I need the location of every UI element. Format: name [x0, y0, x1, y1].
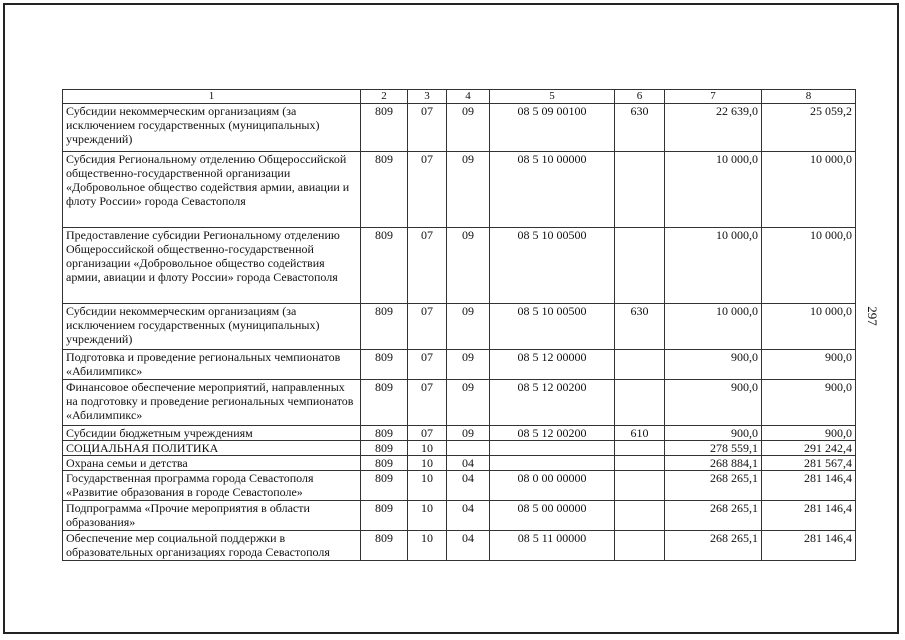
- row-section: 07: [408, 426, 447, 441]
- row-section: 10: [408, 441, 447, 456]
- row-name: Субсидия Региональному отделению Общероссийской общественно-государственной организации «Добровольное общество содействия армии, авиации и флоту России» города Севастополя: [63, 152, 361, 228]
- table-row: [63, 228, 856, 304]
- row-subsection: 09: [447, 228, 490, 304]
- row-ministry-code: 809: [361, 380, 408, 426]
- row-name: Охрана семьи и детства: [63, 456, 361, 471]
- row-subsection: 09: [447, 304, 490, 350]
- row-amount-year1: 900,0: [665, 350, 762, 380]
- row-ministry-code: 809: [361, 104, 408, 152]
- row-amount-year1: 268 884,1: [665, 456, 762, 471]
- row-subsection: 09: [447, 380, 490, 426]
- table-row: [63, 380, 856, 426]
- row-ministry-code: 809: [361, 228, 408, 304]
- row-amount-year1: 278 559,1: [665, 441, 762, 456]
- row-ministry-code: 809: [361, 426, 408, 441]
- table-row: [63, 304, 856, 350]
- row-amount-year1: 10 000,0: [665, 228, 762, 304]
- row-target-article: 08 5 12 00200: [490, 380, 615, 426]
- table-row: [63, 471, 856, 501]
- row-expense-type: [615, 152, 665, 228]
- row-section: 07: [408, 228, 447, 304]
- table-row: [63, 531, 856, 561]
- row-name: Государственная программа города Севастополя «Развитие образования в городе Севастополе»: [63, 471, 361, 501]
- row-name: СОЦИАЛЬНАЯ ПОЛИТИКА: [63, 441, 361, 456]
- row-name: Финансовое обеспечение мероприятий, направленных на подготовку и проведение региональных чемпионатов «Абилимпикс»: [63, 380, 361, 426]
- row-name: Субсидии бюджетным учреждениям: [63, 426, 361, 441]
- row-amount-year2: 281 146,4: [762, 471, 856, 501]
- row-ministry-code: 809: [361, 471, 408, 501]
- row-expense-type: [615, 456, 665, 471]
- row-subsection: 09: [447, 350, 490, 380]
- header-cell: 4: [447, 90, 490, 104]
- row-subsection: 04: [447, 471, 490, 501]
- page-number: 297: [864, 306, 880, 326]
- row-section: 10: [408, 531, 447, 561]
- row-target-article: 08 5 10 00500: [490, 228, 615, 304]
- row-amount-year1: 268 265,1: [665, 501, 762, 531]
- row-amount-year1: 900,0: [665, 380, 762, 426]
- row-ministry-code: 809: [361, 456, 408, 471]
- row-amount-year2: 25 059,2: [762, 104, 856, 152]
- row-target-article: [490, 456, 615, 471]
- row-expense-type: 630: [615, 104, 665, 152]
- row-subsection: 04: [447, 456, 490, 471]
- row-name: Обеспечение мер социальной поддержки в образовательных организациях города Севастополя: [63, 531, 361, 561]
- row-amount-year1: 10 000,0: [665, 152, 762, 228]
- table-row: [63, 456, 856, 471]
- row-section: 10: [408, 471, 447, 501]
- row-expense-type: [615, 501, 665, 531]
- table-row: [63, 104, 856, 152]
- row-name: Подпрограмма «Прочие мероприятия в области образования»: [63, 501, 361, 531]
- row-amount-year2: 10 000,0: [762, 304, 856, 350]
- header-cell: 1: [63, 90, 361, 104]
- row-amount-year2: 900,0: [762, 380, 856, 426]
- row-section: 10: [408, 501, 447, 531]
- row-subsection: 09: [447, 104, 490, 152]
- row-ministry-code: 809: [361, 501, 408, 531]
- row-target-article: [490, 441, 615, 456]
- row-subsection: 04: [447, 531, 490, 561]
- table-row: [63, 501, 856, 531]
- row-expense-type: 610: [615, 426, 665, 441]
- row-ministry-code: 809: [361, 152, 408, 228]
- row-name: Подготовка и проведение региональных чемпионатов «Абилимпикс»: [63, 350, 361, 380]
- row-amount-year2: 281 146,4: [762, 531, 856, 561]
- header-cell: 8: [762, 90, 856, 104]
- row-expense-type: [615, 380, 665, 426]
- row-subsection: 09: [447, 426, 490, 441]
- row-expense-type: 630: [615, 304, 665, 350]
- row-amount-year1: 22 639,0: [665, 104, 762, 152]
- header-cell: 2: [361, 90, 408, 104]
- row-target-article: 08 5 11 00000: [490, 531, 615, 561]
- table-header-row: [63, 90, 856, 104]
- row-target-article: 08 5 10 00000: [490, 152, 615, 228]
- row-section: 07: [408, 380, 447, 426]
- row-amount-year2: 900,0: [762, 426, 856, 441]
- row-target-article: 08 5 00 00000: [490, 501, 615, 531]
- row-name: Предоставление субсидии Региональному отделению Общероссийской общественно-государственной организации «Добровольное общество содействия армии, авиации и флоту России» города Севастополя: [63, 228, 361, 304]
- row-section: 07: [408, 104, 447, 152]
- header-cell: 5: [490, 90, 615, 104]
- row-section: 07: [408, 304, 447, 350]
- header-cell: 6: [615, 90, 665, 104]
- row-subsection: 04: [447, 501, 490, 531]
- table-row: [63, 441, 856, 456]
- row-amount-year1: 268 265,1: [665, 531, 762, 561]
- row-expense-type: [615, 228, 665, 304]
- row-name: Субсидии некоммерческим организациям (за исключением государственных (муниципальных) учреждений): [63, 104, 361, 152]
- header-cell: 7: [665, 90, 762, 104]
- row-amount-year1: 268 265,1: [665, 471, 762, 501]
- row-expense-type: [615, 531, 665, 561]
- header-cell: 3: [408, 90, 447, 104]
- row-target-article: 08 0 00 00000: [490, 471, 615, 501]
- row-amount-year2: 281 567,4: [762, 456, 856, 471]
- row-ministry-code: 809: [361, 531, 408, 561]
- row-expense-type: [615, 350, 665, 380]
- row-name: Субсидии некоммерческим организациям (за исключением государственных (муниципальных) учреждений): [63, 304, 361, 350]
- row-section: 07: [408, 350, 447, 380]
- row-amount-year2: 281 146,4: [762, 501, 856, 531]
- budget-table: [62, 89, 856, 561]
- row-target-article: 08 5 12 00200: [490, 426, 615, 441]
- row-section: 07: [408, 152, 447, 228]
- row-target-article: 08 5 09 00100: [490, 104, 615, 152]
- row-amount-year2: 900,0: [762, 350, 856, 380]
- row-amount-year1: 900,0: [665, 426, 762, 441]
- row-ministry-code: 809: [361, 350, 408, 380]
- row-expense-type: [615, 441, 665, 456]
- row-ministry-code: 809: [361, 441, 408, 456]
- row-section: 10: [408, 456, 447, 471]
- row-subsection: 09: [447, 152, 490, 228]
- table-row: [63, 152, 856, 228]
- table-row: [63, 350, 856, 380]
- row-expense-type: [615, 471, 665, 501]
- row-subsection: [447, 441, 490, 456]
- row-amount-year2: 10 000,0: [762, 228, 856, 304]
- row-ministry-code: 809: [361, 304, 408, 350]
- row-amount-year2: 10 000,0: [762, 152, 856, 228]
- table-row: [63, 426, 856, 441]
- row-target-article: 08 5 10 00500: [490, 304, 615, 350]
- row-target-article: 08 5 12 00000: [490, 350, 615, 380]
- row-amount-year2: 291 242,4: [762, 441, 856, 456]
- row-amount-year1: 10 000,0: [665, 304, 762, 350]
